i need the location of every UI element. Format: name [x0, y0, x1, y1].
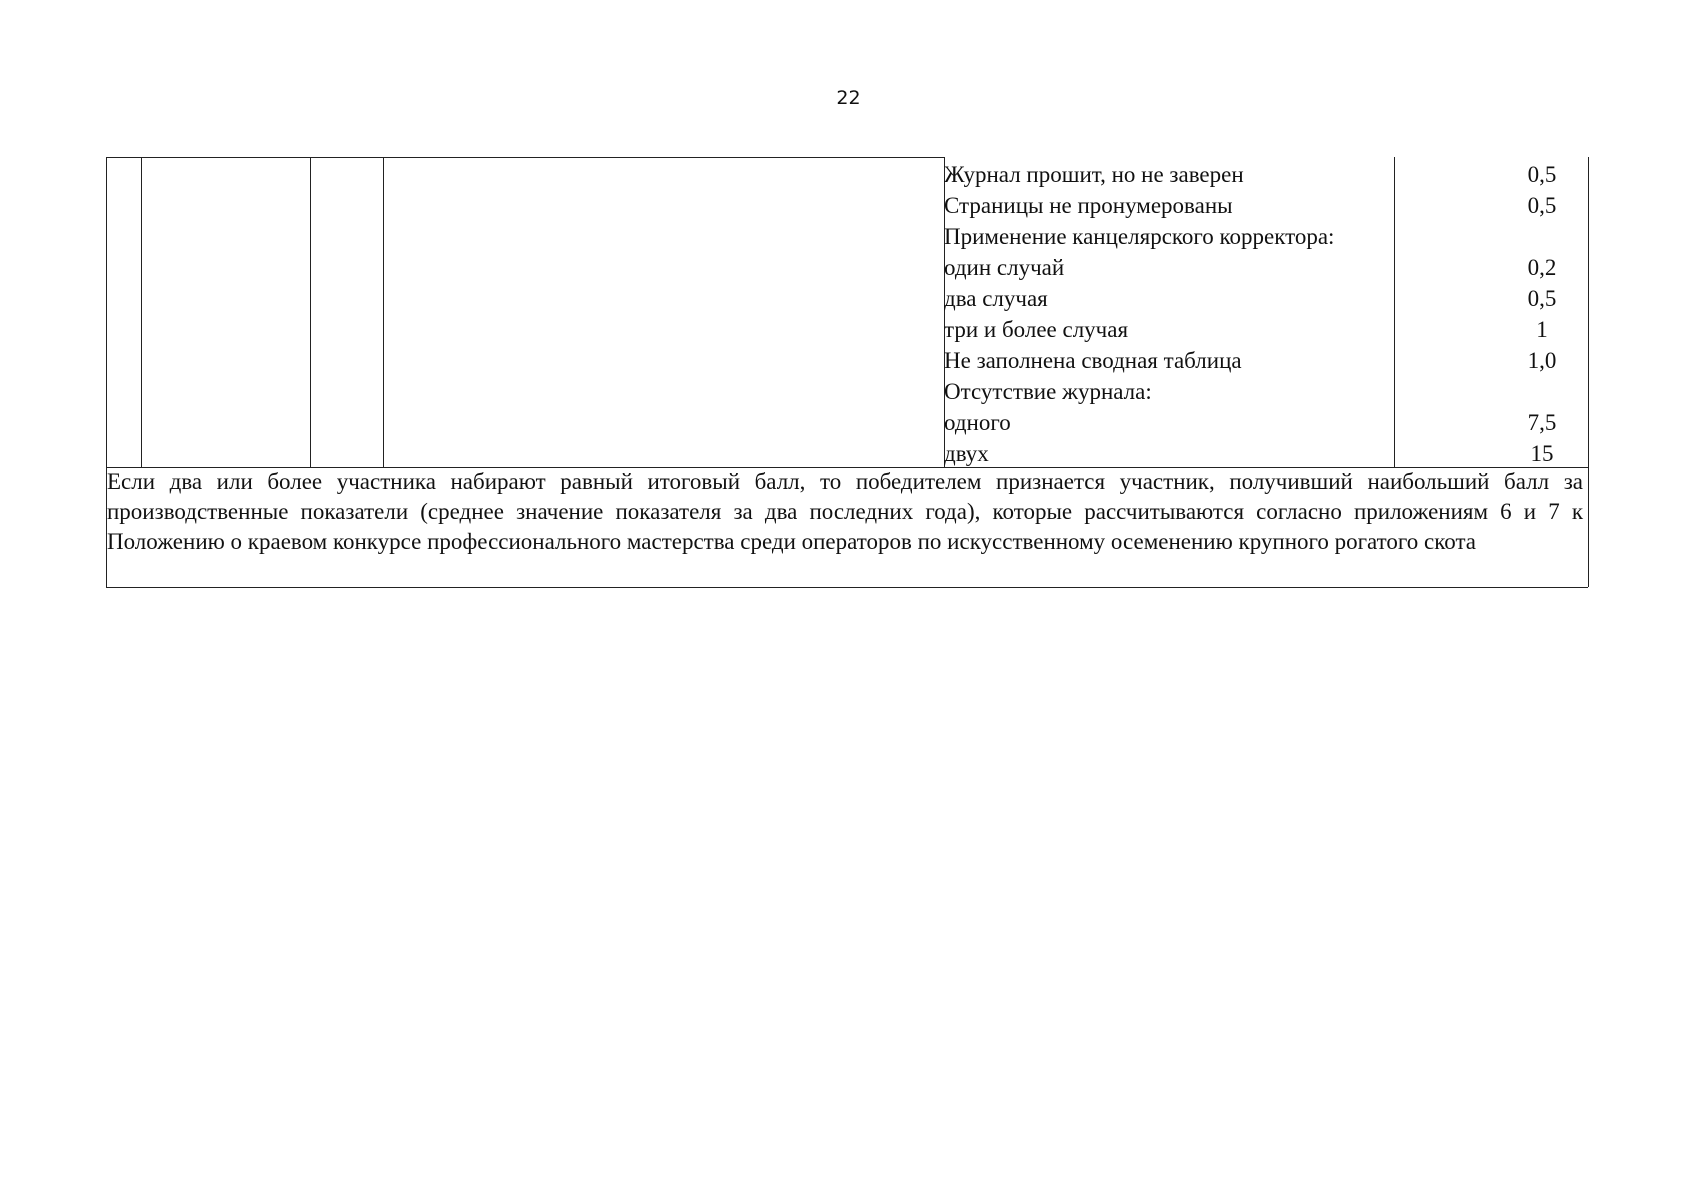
- penalty-row: [944, 376, 1588, 407]
- column-border: [1588, 157, 1589, 467]
- penalty-label: два случая: [944, 286, 1048, 311]
- tiebreak-note: Если два или более участника набирают равный итоговый балл, то победителем признается участник, получивший наибольший балл за производственные показатели (среднее значение показателя за два последних года), которые рассчитываются согласно приложениям 6 и 7 к Положению о краевом конкурсе профессионального мастерства среди операторов по искусственному осеменению крупного рогатого скота: [107, 469, 1583, 554]
- penalty-value: 0,5: [1527, 162, 1557, 187]
- note-right-border: [1588, 467, 1589, 587]
- penalty-label: одного: [944, 410, 1011, 435]
- penalty-row: [944, 438, 1588, 469]
- penalty-label: Не заполнена сводная таблица: [944, 348, 1242, 373]
- penalty-list: [944, 159, 1588, 469]
- penalty-value: 7,5: [1527, 410, 1557, 435]
- penalty-row: [944, 221, 1588, 252]
- table-bottom-border: [106, 587, 1588, 588]
- column-border: [141, 157, 142, 467]
- penalty-row: [944, 159, 1588, 190]
- penalty-row: [944, 252, 1588, 283]
- table-top-border: [106, 157, 944, 158]
- penalty-label: двух: [944, 441, 989, 466]
- penalty-value: 0,5: [1527, 286, 1557, 311]
- column-border: [383, 157, 384, 467]
- penalty-value: 15: [1530, 441, 1554, 466]
- column-border: [106, 157, 107, 467]
- scoring-table: [106, 157, 1588, 587]
- page-number: 22: [836, 87, 861, 109]
- penalty-value: 0,2: [1527, 255, 1557, 280]
- penalty-label: Страницы не пронумерованы: [944, 193, 1233, 218]
- penalty-row: [944, 407, 1588, 438]
- penalty-label: Журнал прошит, но не заверен: [944, 162, 1244, 187]
- penalty-label: три и более случая: [944, 317, 1129, 342]
- penalty-row: [944, 283, 1588, 314]
- penalty-value: 1: [1536, 317, 1548, 342]
- penalty-row: [944, 345, 1588, 376]
- penalty-label: Применение канцелярского корректора:: [944, 224, 1335, 249]
- penalty-label: один случай: [944, 255, 1065, 280]
- penalty-value: 1,0: [1527, 348, 1557, 373]
- penalty-row: [944, 314, 1588, 345]
- penalty-row: [944, 190, 1588, 221]
- penalty-label: Отсутствие журнала:: [944, 379, 1152, 404]
- column-border: [310, 157, 311, 467]
- penalty-value: 0,5: [1527, 193, 1557, 218]
